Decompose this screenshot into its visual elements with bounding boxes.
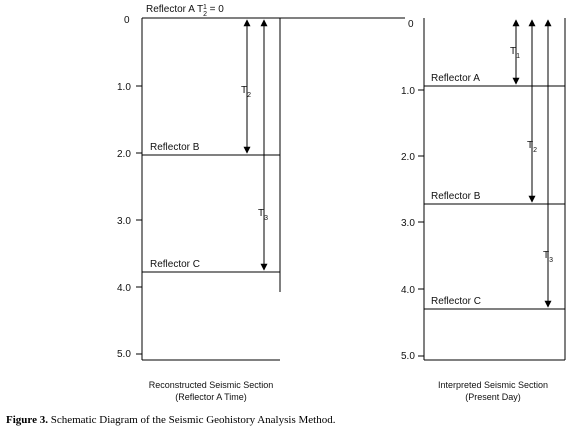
figure-caption: Figure 3. Schematic Diagram of the Seismic Geohistory Analysis Method. xyxy=(6,414,336,426)
left-section-title: Reconstructed Seismic Section xyxy=(148,380,274,390)
left-reflector-b-label: Reflector B xyxy=(150,142,200,153)
right-reflector-b-label: Reflector B xyxy=(431,191,481,202)
right-section-title: Interpreted Seismic Section xyxy=(437,380,549,390)
left-section-subtitle: (Reflector A Time) xyxy=(175,392,247,402)
right-reflector-a-label: Reflector A xyxy=(431,73,480,84)
left-tick-label: 5.0 xyxy=(117,349,131,360)
left-tick-label: 0 xyxy=(124,15,130,26)
left-tick-label: 2.0 xyxy=(117,149,131,160)
right-section-subtitle: (Present Day) xyxy=(465,392,521,402)
right-tick-label: 4.0 xyxy=(401,285,415,296)
left-tick-label: 3.0 xyxy=(117,216,131,227)
right-t1-label: $T_1$ xyxy=(510,46,521,60)
left-t2-label: $T_2$ xyxy=(241,85,252,99)
right-section xyxy=(401,18,565,402)
right-tick-label: 1.0 xyxy=(401,86,415,97)
right-tick-label: 0 xyxy=(408,19,414,30)
right-t3-label: $T_3$ xyxy=(543,250,554,264)
right-tick-label: 3.0 xyxy=(401,218,415,229)
right-t2-label: $T_2$ xyxy=(527,140,538,154)
left-t3-label: $T_3$ xyxy=(258,208,269,222)
right-tick-label: 5.0 xyxy=(401,351,415,362)
left-tick-label: 4.0 xyxy=(117,283,131,294)
reflector-a-top-label: Reflector A $T_2^1 = 0$ xyxy=(146,3,224,18)
left-tick-label: 1.0 xyxy=(117,82,131,93)
right-tick-label: 2.0 xyxy=(401,152,415,163)
left-reflector-c-label: Reflector C xyxy=(150,259,201,270)
right-reflector-c-label: Reflector C xyxy=(431,296,482,307)
left-section xyxy=(117,4,405,403)
